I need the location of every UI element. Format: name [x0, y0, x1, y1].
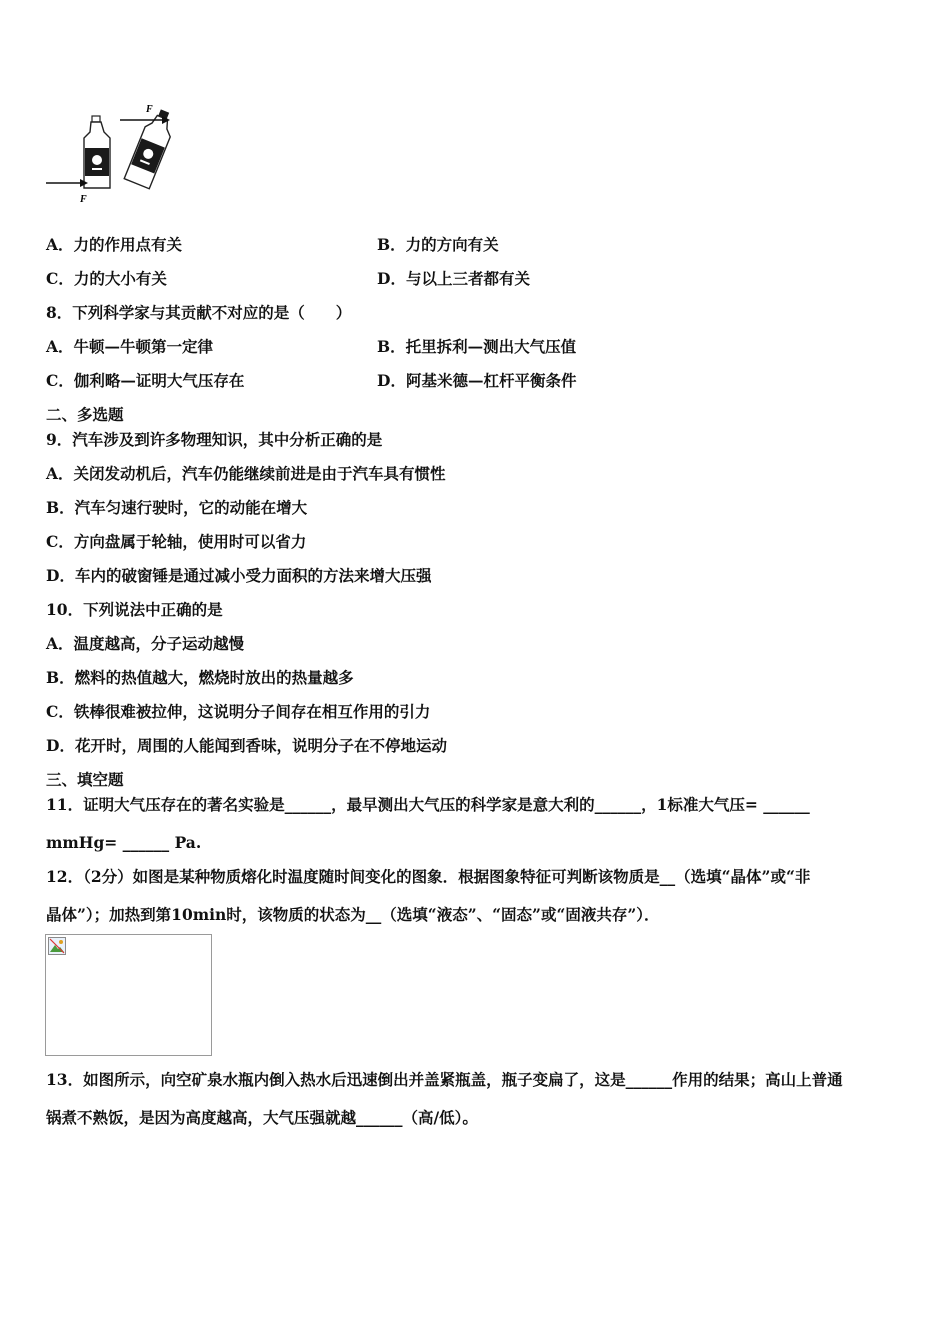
q10-stem: 10．下列说法中正确的是 — [46, 600, 223, 619]
q7-option-c: C．力的大小有关 — [46, 269, 167, 288]
force-arrow-bottom — [46, 179, 88, 187]
q10-option-d: D．花开时，周围的人能闻到香味，说明分子在不停地运动 — [46, 736, 447, 755]
q7-option-b: B．力的方向有关 — [377, 235, 499, 254]
q9-option-b: B．汽车匀速行驶时，它的动能在增大 — [46, 498, 308, 517]
force-label-top: F — [146, 104, 153, 115]
q13-line-2: 锅煮不熟饭，是因为高度越高，大气压强就越______（高/低）。 — [46, 1108, 478, 1127]
q10-option-a: A．温度越高，分子运动越慢 — [46, 634, 245, 653]
q9-option-a: A．关闭发动机后，汽车仍能继续前进是由于汽车具有惯性 — [46, 464, 446, 483]
q10-option-b: B．燃料的热值越大，燃烧时放出的热量越多 — [46, 668, 354, 687]
q10-option-c: C．铁棒很难被拉伸，这说明分子间存在相互作用的引力 — [46, 702, 431, 721]
q9-option-c: C．方向盘属于轮轴，使用时可以省力 — [46, 532, 307, 551]
bottle-figure-svg — [44, 102, 179, 210]
q11-line-2: mmHg= ______ Pa. — [46, 833, 202, 852]
bottle-force-figure — [44, 102, 179, 214]
q12-line-2: 晶体”）；加热到第10min时，该物质的状态为__（选填“液态”、“固态”或“固液共存”）． — [46, 905, 660, 924]
section-2-title: 二、多选题 — [46, 405, 124, 424]
q8-option-b: B．托里拆利—测出大气压值 — [377, 337, 577, 356]
force-label-bottom: F — [80, 194, 87, 205]
q7-option-a: A．力的作用点有关 — [46, 235, 183, 254]
q8-option-c: C．伽利略—证明大气压存在 — [46, 371, 245, 390]
broken-image-icon — [48, 937, 66, 955]
q9-stem: 9．汽车涉及到许多物理知识，其中分析正确的是 — [46, 430, 383, 449]
broken-image-placeholder — [45, 934, 212, 1056]
force-arrow-top — [120, 116, 170, 124]
q7-option-d: D．与以上三者都有关 — [377, 269, 530, 288]
tilted-bottle — [124, 106, 178, 188]
q9-option-d: D．车内的破窗锤是通过减小受力面积的方法来增大压强 — [46, 566, 432, 585]
q8-option-a: A．牛顿—牛顿第一定律 — [46, 337, 214, 356]
upright-bottle — [84, 116, 110, 188]
section-3-title: 三、填空题 — [46, 770, 124, 789]
q13-line-1: 13．如图所示，向空矿泉水瓶内倒入热水后迅速倒出并盖紧瓶盖，瓶子变扁了，这是______作用的结果；高山上普通 — [46, 1070, 843, 1089]
q12-line-1: 12．（2分）如图是某种物质熔化时温度随时间变化的图象．根据图象特征可判断该物质是__（选填“晶体”或“非 — [46, 867, 811, 886]
q11-line-1: 11．证明大气压存在的著名实验是______，最早测出大气压的科学家是意大利的______，1标准大气压= ______ — [46, 795, 810, 814]
q8-stem: 8．下列科学家与其贡献不对应的是（ ） — [46, 303, 352, 322]
q8-option-d: D．阿基米德—杠杆平衡条件 — [377, 371, 577, 390]
